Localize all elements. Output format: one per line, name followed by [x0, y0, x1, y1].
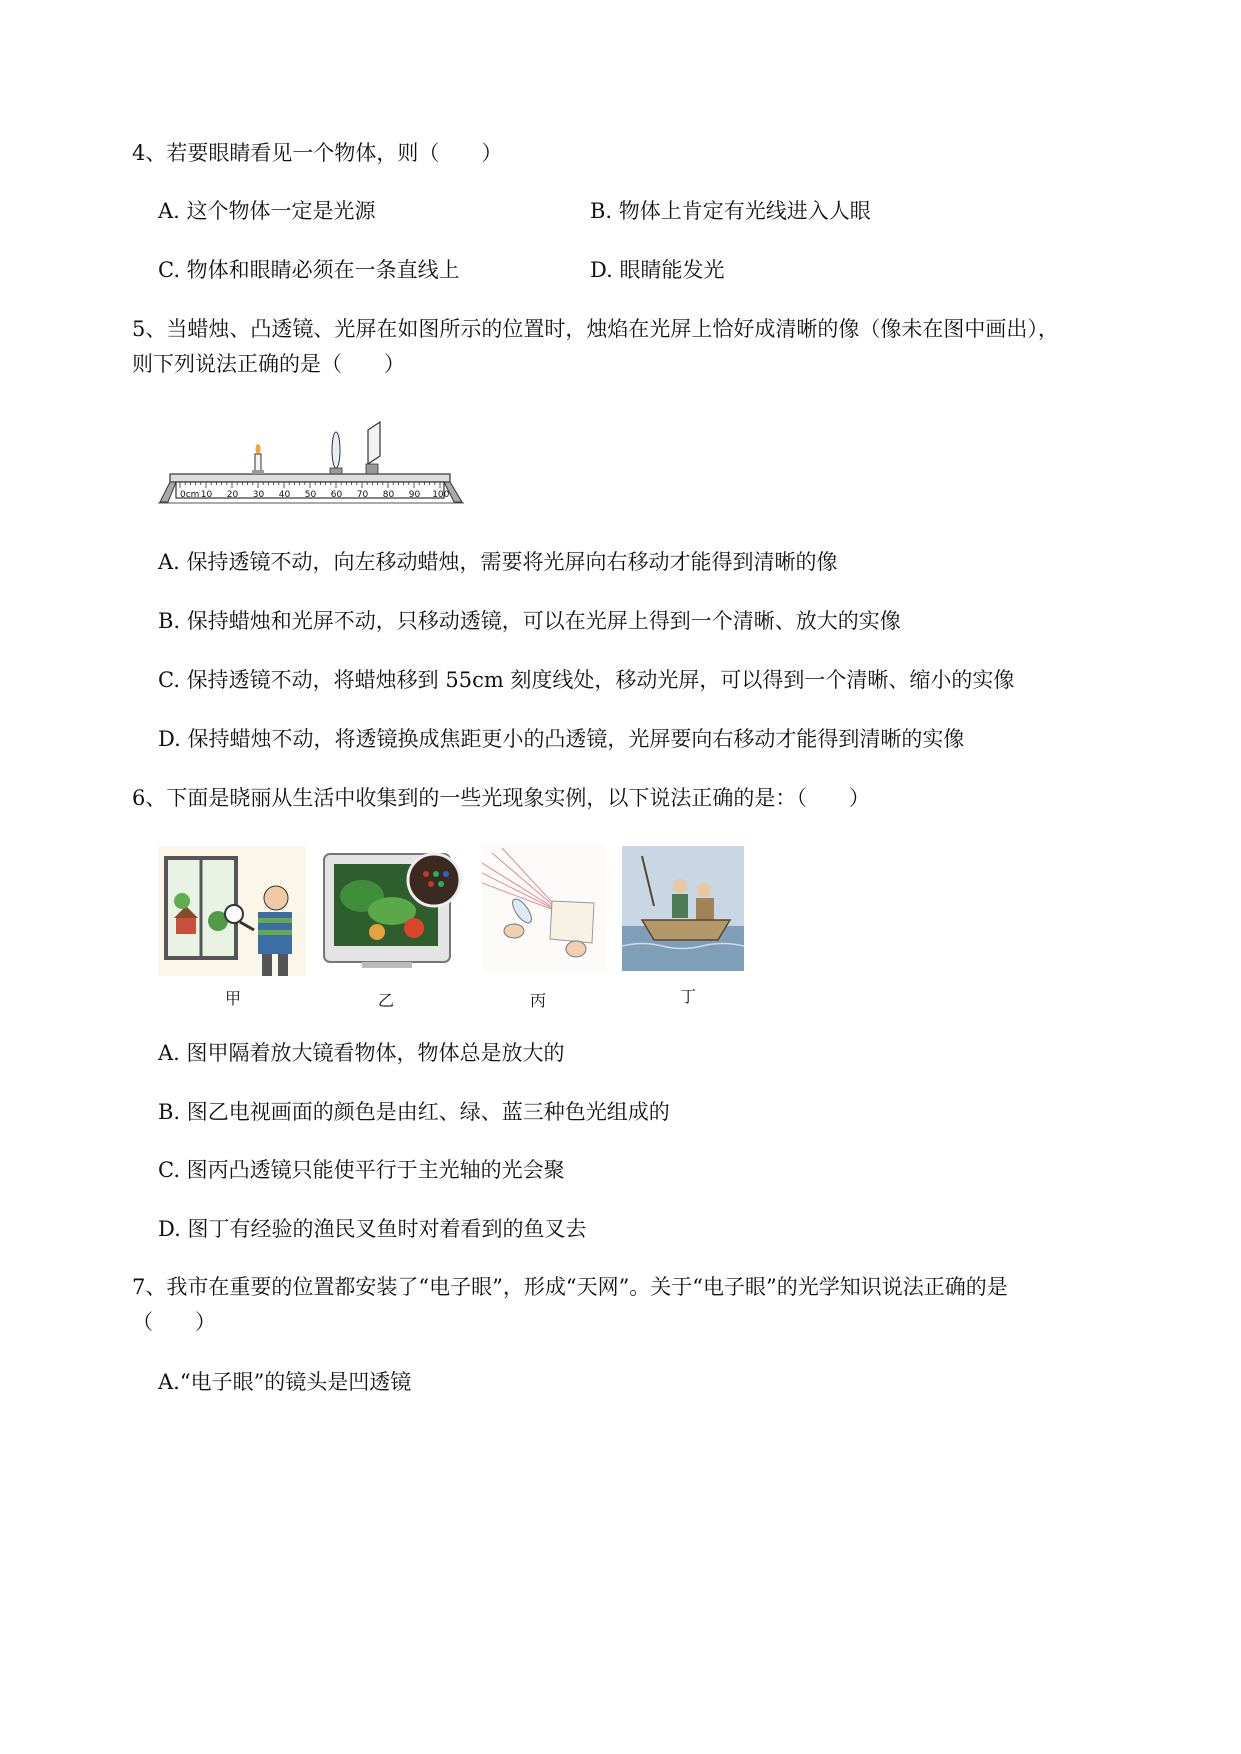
- light-screen-icon: [366, 422, 380, 474]
- q6-option-c: C. 图丙凸透镜只能使平行于主光轴的光会聚: [158, 1158, 565, 1182]
- figure-ding-boat: [622, 846, 744, 971]
- figure-bing-lens: [482, 843, 606, 973]
- ruler-label: 80: [382, 490, 395, 500]
- optical-bench-figure: [158, 412, 466, 508]
- ruler-label: 30: [252, 490, 265, 500]
- q4-option-b: B. 物体上肯定有光线进入人眼: [590, 199, 871, 223]
- figure-caption-yi: 乙: [378, 991, 395, 1010]
- q5-option-d: D. 保持蜡烛不动，将透镜换成焦距更小的凸透镜，光屏要向右移动才能得到清晰的实像: [158, 727, 965, 751]
- q5-option-c: C. 保持透镜不动，将蜡烛移到 55cm 刻度线处，移动光屏，可以得到一个清晰、缩小的实像: [158, 668, 1015, 692]
- ruler-label: 40: [278, 490, 291, 500]
- figure-caption-ding: 丁: [680, 987, 697, 1006]
- ruler-label: 50: [304, 490, 317, 500]
- q7-stem-line1: 7、我市在重要的位置都安装了“电子眼”，形成“天网”。关于“电子眼”的光学知识说法正确的是: [132, 1275, 1008, 1299]
- candle-icon: [252, 444, 264, 474]
- ruler-label: 20: [226, 490, 239, 500]
- figure-yi-tv: [322, 846, 464, 971]
- q6-option-b: B. 图乙电视画面的颜色是由红、绿、蓝三种色光组成的: [158, 1100, 670, 1124]
- q5-option-b: B. 保持蜡烛和光屏不动，只移动透镜，可以在光屏上得到一个清晰、放大的实像: [158, 609, 901, 633]
- convex-lens-icon: [330, 432, 342, 474]
- figure-caption-jia: 甲: [225, 989, 242, 1008]
- q6-option-a: A. 图甲隔着放大镜看物体，物体总是放大的: [158, 1041, 565, 1065]
- ruler-label: 0cm: [180, 490, 200, 500]
- q4-option-c: C. 物体和眼睛必须在一条直线上: [158, 258, 460, 282]
- ruler-label: 100: [432, 490, 450, 500]
- q5-stem-line2: 则下列说法正确的是（ ）: [132, 352, 405, 376]
- q4-option-a: A. 这个物体一定是光源: [158, 199, 376, 223]
- ruler-label: 90: [408, 490, 421, 500]
- q5-option-a: A. 保持透镜不动，向左移动蜡烛，需要将光屏向右移动才能得到清晰的像: [158, 550, 838, 574]
- ruler-label: 60: [330, 490, 343, 500]
- q4-stem: 4、若要眼睛看见一个物体，则（ ）: [132, 141, 503, 165]
- q7-stem-line2: （ ）: [132, 1310, 216, 1334]
- q7-option-a: A.“电子眼”的镜头是凹透镜: [158, 1370, 412, 1394]
- figure-jia-magnifier: [158, 846, 306, 976]
- ruler-label: 70: [356, 490, 369, 500]
- q6-option-d: D. 图丁有经验的渔民叉鱼时对着看到的鱼叉去: [158, 1217, 587, 1241]
- q4-option-d: D. 眼睛能发光: [590, 258, 725, 282]
- q5-stem-line1: 5、当蜡烛、凸透镜、光屏在如图所示的位置时，烛焰在光屏上恰好成清晰的像（像未在图中画出），: [132, 317, 1059, 341]
- q6-stem: 6、下面是晓丽从生活中收集到的一些光现象实例，以下说法正确的是：（ ）: [132, 786, 870, 810]
- ruler-label: 10: [200, 490, 213, 500]
- figure-caption-bing: 丙: [530, 991, 547, 1010]
